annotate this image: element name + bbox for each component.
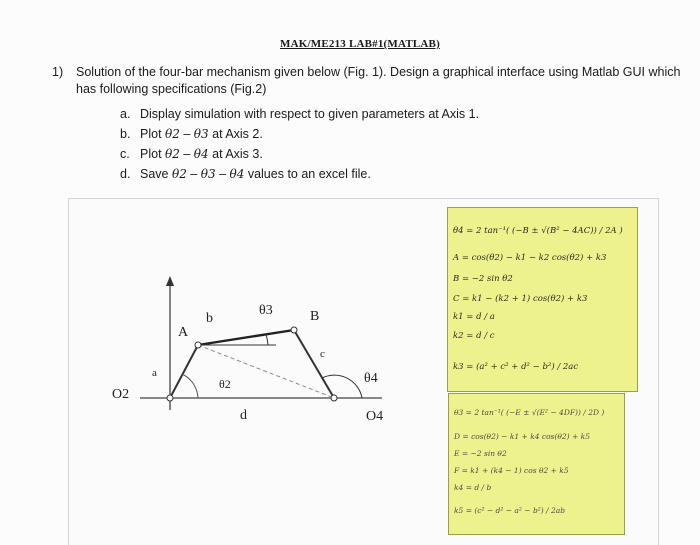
theta-symbol: θ3	[193, 127, 209, 141]
list-item	[120, 104, 479, 124]
label-theta2: θ2	[219, 377, 231, 391]
list-item	[120, 144, 479, 164]
equation-line: k4 = d / b	[454, 483, 492, 492]
item-text: Plot	[140, 147, 166, 161]
label-o4: O4	[366, 409, 384, 424]
list-item	[120, 164, 479, 184]
item-text: Save	[140, 167, 172, 181]
item-letter: d.	[120, 167, 131, 181]
label-o2: O2	[112, 387, 130, 402]
equation-line: E = −2 sin θ2	[454, 449, 507, 458]
theta-symbol: θ4	[193, 147, 209, 161]
label-A: A	[178, 325, 189, 340]
equation-line: θ4 = 2 tan⁻¹( (−B ± √(B² − 4AC)) / 2A )	[453, 226, 623, 236]
separator: –	[179, 147, 194, 161]
joint-a	[195, 342, 201, 348]
question-text: Solution of the four-bar mechanism given below (Fig. 1). Design a graphical interface using Matlab GUI which has following specifications (Fig.2)	[76, 65, 681, 96]
equation-line: k1 = d / a	[453, 312, 495, 322]
theta-symbol: θ4	[229, 167, 245, 181]
specification-list	[120, 104, 479, 184]
item-letter: b.	[120, 127, 131, 141]
label-theta4: θ4	[364, 371, 378, 386]
theta3-arc	[266, 334, 268, 345]
label-theta3: θ3	[259, 303, 273, 318]
joint-o4	[331, 395, 337, 401]
item-text: Plot	[140, 127, 166, 141]
equation-line: k5 = (c² − d² − a² − b²) / 2ab	[454, 506, 566, 515]
theta-symbol: θ3	[200, 167, 216, 181]
item-text: values to an excel file.	[244, 167, 371, 181]
theta-symbol: θ2	[171, 167, 187, 181]
label-B: B	[310, 309, 320, 324]
equation-box-theta3	[448, 393, 625, 535]
label-a: a	[152, 367, 157, 379]
list-item	[120, 124, 479, 144]
separator: –	[215, 167, 230, 181]
equation-line: A = cos(θ2) − k1 − k2 cos(θ2) + k3	[453, 253, 607, 263]
joint-o2	[167, 395, 173, 401]
label-b: b	[206, 311, 213, 326]
four-bar-mechanism-diagram	[100, 270, 400, 440]
joint-b	[291, 327, 297, 333]
equation-line: k2 = d / c	[453, 331, 495, 341]
separator: –	[179, 127, 194, 141]
equation-line: C = k1 − (k2 + 1) cos(θ2) + k3	[453, 294, 588, 304]
link-c	[294, 330, 334, 398]
equation-line: B = −2 sin θ2	[453, 274, 513, 284]
label-d: d	[240, 408, 247, 423]
theta2-arc	[182, 374, 198, 398]
axis-arrowhead	[166, 276, 174, 286]
item-letter: a.	[120, 107, 131, 121]
theta-symbol: θ2	[165, 147, 180, 161]
separator: –	[186, 167, 201, 181]
item-text: at Axis 3.	[208, 147, 263, 161]
question-number: 1)	[52, 65, 64, 79]
theta-symbol: θ2	[165, 127, 180, 141]
equation-line: θ3 = 2 tan⁻¹( (−E ± √(E² − 4DF)) / 2D )	[454, 408, 605, 417]
link-b	[198, 330, 294, 345]
page-title: MAK/ME213 LAB#1(MATLAB)	[280, 38, 440, 50]
label-c: c	[320, 348, 325, 360]
item-text: Display simulation with respect to given parameters at Axis 1.	[140, 107, 480, 121]
equation-line: D = cos(θ2) − k1 + k4 cos(θ2) + k5	[454, 432, 590, 441]
item-letter: c.	[120, 147, 130, 161]
equation-box-theta4	[447, 207, 638, 392]
equation-line: F = k1 + (k4 − 1) cos θ2 + k5	[454, 466, 569, 475]
link-a	[170, 345, 198, 398]
equation-line: k3 = (a² + c² + d² − b²) / 2ac	[453, 362, 579, 372]
item-text: at Axis 2.	[208, 127, 263, 141]
